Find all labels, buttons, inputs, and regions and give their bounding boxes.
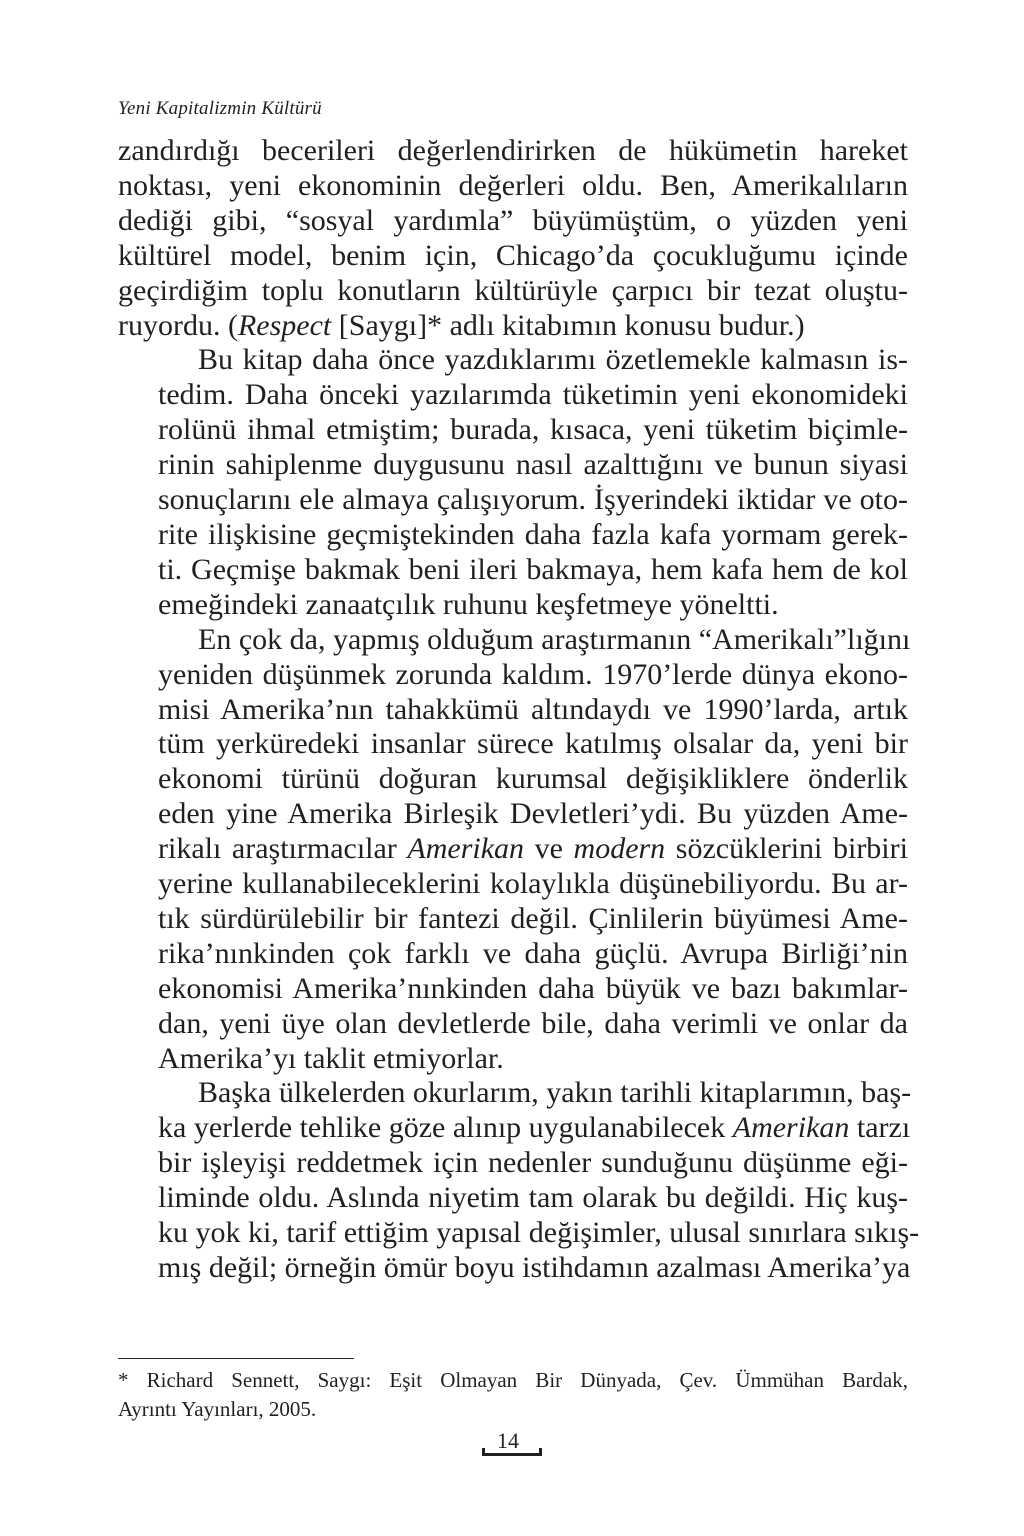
footnote-line: Ayrıntı Yayınları, 2005. [118,1397,317,1421]
text-line: misi Amerika’nın tahakkümü altındaydı ve 1990’larda, artık [158,692,908,726]
text-line: rika’nınkinden çok farklı ve daha güçlü. Avrupa Birliği’nin [158,936,908,970]
text-line: Bu kitap daha önce yazdıklarımı özetlemekle kalmasın is- [198,343,908,377]
running-head: Yeni Kapitalizmin Kültürü [118,98,322,119]
text-line: mış değil; örneğin ömür boyu istihdamın azalması Amerika’ya [158,1251,911,1284]
text-line: rite ilişkisine geçmiştekinden daha fazla kafa yormam gerek- [158,517,908,551]
text-line: yerine kullanabileceklerini kolaylıkla düşünebiliyordu. Bu ar- [158,867,908,901]
text-line: rikalı araştırmacılar Amerikan ve modern sözcüklerini birbiri [158,832,908,866]
paragraph-2 [118,343,908,622]
text-line: zandırdığı becerileri değerlendirirken de hükümetin hareket [118,134,908,167]
text-line: ekonomi türünü doğuran kurumsal değişikliklere önderlik [158,762,908,796]
text-line: ka yerlerde tehlike göze alınıp uygulanabilecek Amerikan tarzı [158,1111,911,1145]
text-line: ti. Geçmişe bakmak beni ileri bakmaya, hem kafa hem de kol [158,552,908,586]
paragraph-1 [118,134,908,343]
page-number-bracket [482,1453,542,1456]
text-line: kültürel model, benim için, Chicago’da çocukluğumu içinde [118,238,908,272]
body-text [118,134,920,1286]
paragraph-4 [118,1076,920,1285]
text-line: liminde oldu. Aslında niyetim tam olarak bu değildi. Hiç kuş- [158,1181,908,1215]
text-line: dediği gibi, “sosyal yardımla” büyümüştüm, o yüzden yeni [118,203,908,237]
text-line: eden yine Amerika Birleşik Devletleri’ydi. Bu yüzden Ame- [158,797,908,831]
text-line: bir işleyişi reddetmek için nedenler sunduğunu düşünme eği- [158,1146,908,1180]
text-line: ekonomisi Amerika’nınkinden daha büyük ve bazı bakımlar- [158,971,908,1005]
text-line: rinin sahiplenme duygusunu nasıl azalttığını ve bunun siyasi [158,448,908,482]
text-line: sonuçlarını ele almaya çalışıyorum. İşyerindeki iktidar ve oto- [158,483,908,517]
footnote-rule [118,1358,354,1359]
text-line: ku yok ki, tarif ettiğim yapısal değişimler, ulusal sınırlara sıkış- [158,1216,920,1250]
text-line: emeğindeki zanaatçılık ruhunu keşfetmeye yöneltti. [158,587,779,621]
footnote-line: * Richard Sennett, Saygı: Eşit Olmayan Bir Dünyada, Çev. Ümmühan Bardak, [118,1368,908,1392]
text-line: Başka ülkelerden okurlarım, yakın tarihli kitaplarımın, baş- [198,1076,912,1110]
text-line: geçirdiğim toplu konutların kültürüyle çarpıcı bir tezat oluştu- [118,273,908,307]
footnote [118,1366,908,1424]
paragraph-3 [118,622,911,1077]
text-line: rolünü ihmal etmiştim; burada, kısaca, yeni tüketim biçimle- [158,413,908,447]
text-line: ruyordu. (Respect [Saygı]* adlı kitabımın konusu budur.) [118,308,805,342]
page-number: 14 [497,1428,519,1453]
text-line: yeniden düşünmek zorunda kaldım. 1970’lerde dünya ekono- [158,657,908,691]
text-line: En çok da, yapmış olduğum araştırmanın “Amerikalı”lığını [198,622,911,656]
text-line: dan, yeni üye olan devletlerde bile, daha verimli ve onlar da [158,1006,908,1040]
text-line: tüm yerküredeki insanlar sürece katılmış olsalar da, yeni bir [158,727,908,761]
text-line: tedim. Daha önceki yazılarımda tüketimin yeni ekonomideki [158,378,908,412]
text-line: Amerika’yı taklit etmiyorlar. [158,1041,504,1075]
text-line: tık sürdürülebilir bir fantezi değil. Çinlilerin büyümesi Ame- [158,901,908,935]
text-line: noktası, yeni ekonominin değerleri oldu. Ben, Amerikalıların [118,168,908,202]
